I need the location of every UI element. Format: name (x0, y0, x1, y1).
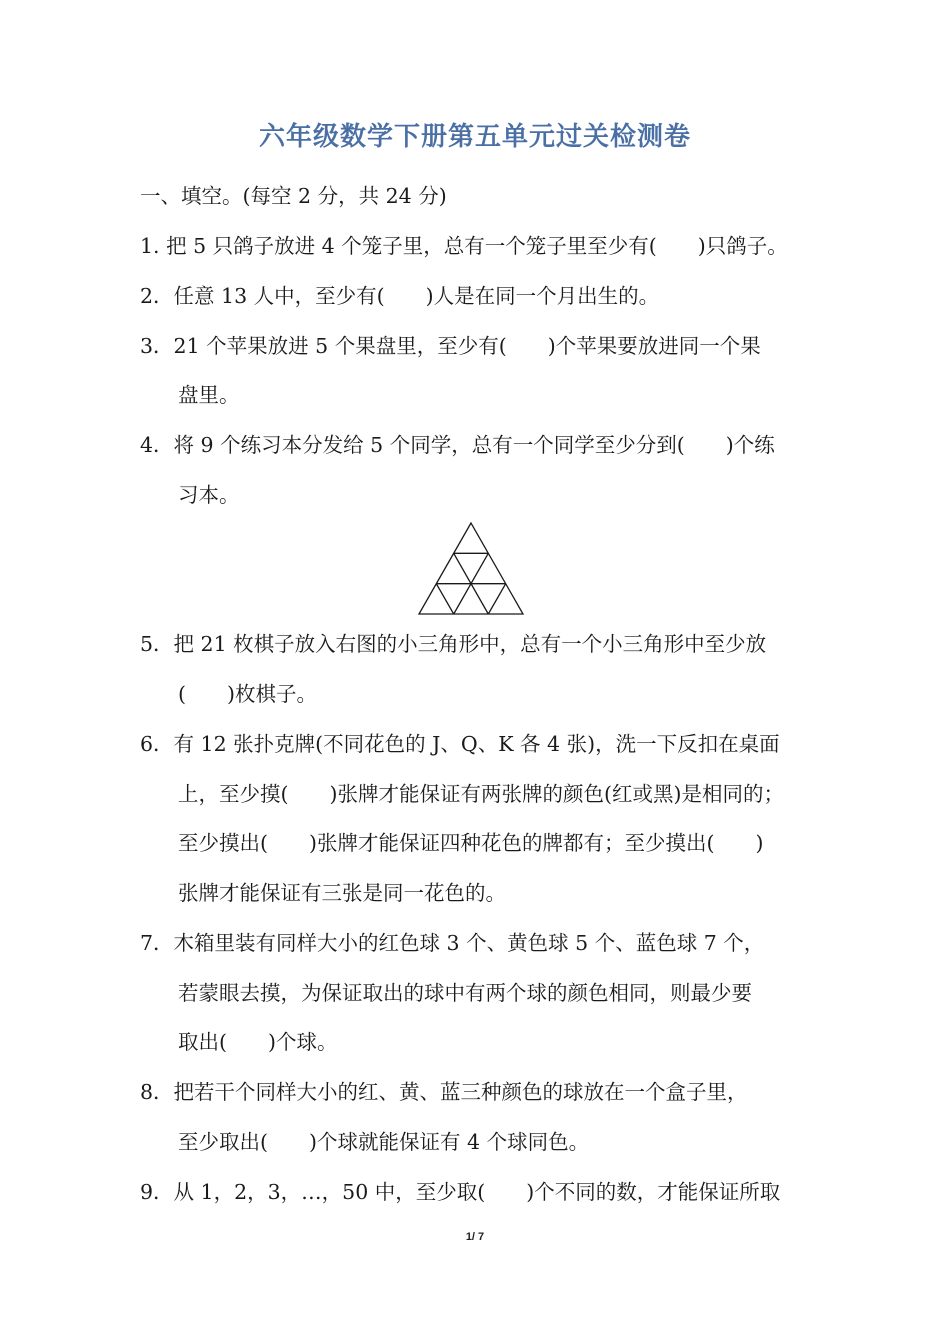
question-4-continuation: 习本。 (178, 483, 240, 507)
question-6-continuation-2: 至少摸出( )张牌才能保证四种花色的牌都有；至少摸出( ) (178, 831, 764, 855)
question-3-line: 3．21 个苹果放进 5 个果盘里，至少有( )个苹果要放进同一个果 (140, 334, 761, 358)
page-title: 六年级数学下册第五单元过关检测卷 (258, 122, 691, 152)
question-2-line: 2．任意 13 人中，至少有( )人是在同一个月出生的。 (140, 284, 660, 308)
question-8-line: 8．把若干个同样大小的红、黄、蓝三种颜色的球放在一个盒子里， (140, 1080, 748, 1104)
question-8-continuation: 至少取出( )个球就能保证有 4 个球同色。 (178, 1130, 590, 1154)
question-4-line: 4．将 9 个练习本分发给 5 个同学，总有一个同学至少分到( )个练 (140, 433, 775, 457)
question-7-continuation-2: 取出( )个球。 (178, 1030, 338, 1054)
outer-triangle (419, 523, 523, 614)
question-6-line: 6．有 12 张扑克牌(不同花色的 J、Q、K 各 4 张)，洗一下反扣在桌面 (140, 732, 780, 756)
question-9-line: 9．从 1，2，3，…，50 中，至少取( )个不同的数，才能保证所取 (140, 1180, 781, 1204)
question-5-continuation: ( )枚棋子。 (178, 682, 317, 706)
question-6-continuation-3: 张牌才能保证有三张是同一花色的。 (178, 881, 506, 905)
grid-line (436, 584, 453, 614)
grid-line (488, 584, 505, 614)
question-7-line: 7．木箱里装有同样大小的红色球 3 个、黄色球 5 个、蓝色球 7 个， (140, 931, 765, 955)
triangle-grid-diagram (417, 521, 525, 616)
page-number: 1/ 7 (465, 1231, 485, 1243)
question-5-line: 5．把 21 枚棋子放入右图的小三角形中，总有一个小三角形中至少放 (140, 632, 767, 656)
section-heading: 一、填空。(每空 2 分，共 24 分) (140, 184, 447, 208)
question-1-line: 1. 把 5 只鸽子放进 4 个笼子里，总有一个笼子里至少有( )只鸽子。 (140, 234, 788, 258)
question-3-continuation: 盘里。 (178, 383, 240, 407)
question-7-continuation-1: 若蒙眼去摸，为保证取出的球中有两个球的颜色相同，则最少要 (178, 981, 752, 1005)
question-6-continuation-1: 上，至少摸( )张牌才能保证有两张牌的颜色(红或黑)是相同的； (178, 782, 784, 806)
